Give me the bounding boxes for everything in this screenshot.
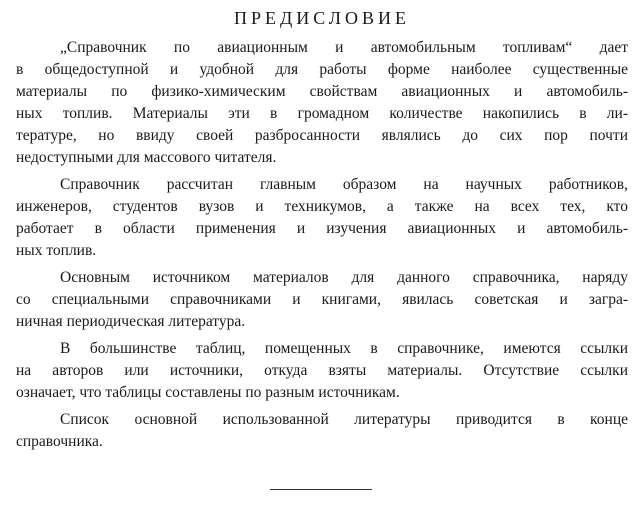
page-title: ПРЕДИСЛОВИЕ	[233, 8, 411, 28]
text-line: недоступными для массового читателя.	[16, 149, 277, 166]
text-line: материалы по физико-химическим свойствам авиационных и автомобиль-	[16, 83, 628, 100]
text-line: „Справочник по авиационным и автомобильным топливам“ дает	[60, 39, 628, 56]
text-line: В большинстве таблиц, помещенных в справочнике, имеются ссылки	[60, 340, 628, 357]
text-line: означает, что таблицы составлены по разным источникам.	[16, 384, 400, 401]
text-line: тературе, но ввиду своей разбросанности являлись до сих пор почти	[16, 127, 628, 144]
text-line: Справочник рассчитан главным образом на научных работников,	[60, 176, 628, 193]
text-line: Список основной использованной литературы приводится в конце	[60, 411, 628, 428]
text-line: инженеров, студентов вузов и техникумов, а также на всех тех, кто	[16, 198, 628, 215]
text-line: работает в области применения и изучения авиационных и автомобиль-	[16, 220, 628, 237]
text-line: в общедоступной и удобной для работы форме наиболее существенные	[16, 61, 628, 78]
text-line: на авторов или источники, откуда взяты материалы. Отсутствие ссылки	[16, 362, 628, 379]
text-line: ничная периодическая литература.	[16, 313, 246, 330]
text-line: справочника.	[16, 433, 103, 450]
text-line: Основным источником материалов для данного справочника, наряду	[60, 269, 628, 286]
closing-rule	[270, 489, 372, 490]
text-line: со специальными справочниками и книгами, явилась советская и загра-	[16, 291, 628, 308]
text-line: ных топлив.	[16, 242, 97, 259]
text-line: ных топлив. Материалы эти в громадном количестве накопились в ли-	[16, 105, 628, 122]
